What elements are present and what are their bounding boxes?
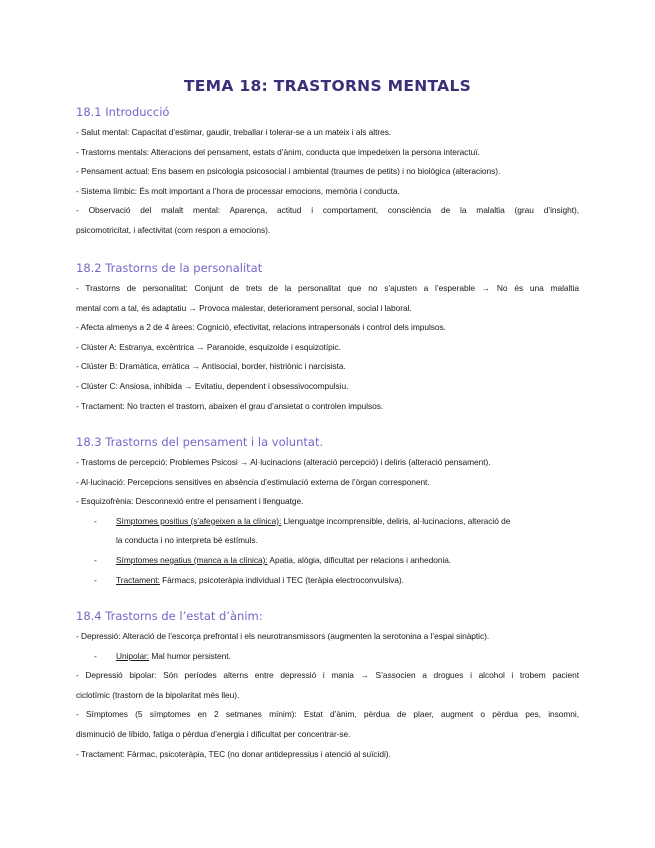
section-heading: 18.4 Trastorns de l’estat d’ànim: <box>76 609 263 623</box>
section-personalitat <box>76 260 579 416</box>
bullet-text <box>116 571 579 591</box>
paragraph-line: - Clúster C: Ansiosa, inhibida → Evitatiu, dependent i obsessivocompulsiu. <box>76 380 349 391</box>
bullet-underlined: Símptomes positius (s’afegeixen a la clínica): <box>116 515 282 526</box>
paragraph-line: mental com a tal, és adaptatiu → Provoca malestar, deteriorament personal, social i laboral. <box>76 302 412 313</box>
bullet-underlined: Símptomes negatius (manca a la clínica): <box>116 554 268 565</box>
paragraph-line: - Salut mental: Capacitat d’estimar, gaudir, treballar i tolerar-se a un mateix i als altres. <box>76 127 392 137</box>
bullet-item <box>76 551 579 571</box>
paragraph-line: - Trastorns mentals: Alteracions del pensament, estats d’ànim, conducta que impedeixen la persona interactuï. <box>76 146 480 157</box>
paragraph-line: - Al·lucinació: Percepcions sensitives en absència d’estimulació externa de l’òrgan corresponent. <box>76 476 430 487</box>
bullet-rest: Apatia, alògia, dificultat per relacions i anhedonia. <box>267 554 452 565</box>
paragraph-line: psicomotricitat, i afectivitat (com respon a emocions). <box>76 224 271 235</box>
page-title: TEMA 18: TRASTORNS MENTALS <box>183 77 472 95</box>
paragraph-line: - Depressió: Alteració de l’escorça prefrontal i els neurotransmissors (augmenten la serotonina a l’espai sinàptic). <box>76 631 490 641</box>
bullet-dash: - <box>94 554 97 565</box>
paragraph-line: - Trastorns de percepció: Problemes Psicosi → Al·lucinacions (alteració percepció) i deliris (alteració pensament). <box>76 457 491 467</box>
bullet-text <box>116 512 579 532</box>
bullet-underlined: Tractament: <box>116 574 160 585</box>
paragraph-line: - Clúster B: Dramàtica, erràtica → Antisocial, border, histriònic i narcisista. <box>76 361 346 372</box>
bullet-rest: Fàrmacs, psicoteràpia individual i TEC (teràpia electroconvulsiva). <box>159 574 404 585</box>
bullet-item <box>76 571 579 591</box>
section-pensament <box>76 434 579 590</box>
paragraph-line: - Sistema límbic: És molt important a l’hora de processar emocions, memòria i conducta. <box>76 185 400 196</box>
paragraph-line: - Pensament actual: Ens basem en psicologia psicosocial i ambiental (traumes de petits) i no biològica (alteracions). <box>76 166 501 177</box>
paragraph-line: - Afecta almenys a 2 de 4 àrees: Cognició, efectivitat, relacions intrapersonals i control dels impulsos. <box>76 322 446 333</box>
paragraph-line: - Observació del malalt mental: Aparença, actitud i comportament, consciència de la malaltia (grau d’insight), <box>76 205 579 216</box>
paragraph-line: - Clúster A: Estranya, excèntrica → Paranoide, esquizoide i esquizotípic. <box>76 341 341 352</box>
bullet-text <box>116 647 579 667</box>
section-estat-anim <box>76 608 579 764</box>
bullet-dash: - <box>94 574 97 585</box>
section-heading: 18.1 Introducció <box>76 105 170 119</box>
paragraph-line: - Símptomes (5 símptomes en 2 setmanes mínim): Estat d’ànim, pèrdua de plaer, augment o pèrdua pes, insomni, <box>76 709 579 720</box>
bullet-dash: - <box>94 650 97 661</box>
bullet-underlined: Unipolar: <box>116 650 150 661</box>
paragraph-line: - Trastorns de personalitat: Conjunt de trets de la personalitat que no s’ajusten a l’esperable → No és una malaltia <box>76 283 579 293</box>
section-heading: 18.3 Trastorns del pensament i la voluntat. <box>76 435 324 449</box>
paragraph-line: - Tractament: Fàrmac, psicoteràpia, TEC (no donar antidepressius i atenció al suïcidi). <box>76 748 391 759</box>
bullet-continuation: la conducta i no interpreta bé estímuls. <box>116 535 258 546</box>
bullet-rest: Mal humor persistent. <box>149 650 231 661</box>
paragraph-line: disminució de líbido, fatiga o pèrdua d’energia i dificultat per concentrar-se. <box>76 728 351 739</box>
bullet-dash: - <box>94 515 97 526</box>
section-heading: 18.2 Trastorns de la personalitat <box>76 261 263 275</box>
paragraph-line: ciclotímic (trastorn de la bipolaritat més lleu). <box>76 689 240 700</box>
paragraph-line: - Tractament: No tracten el trastorn, abaixen el grau d’ansietat o controlen impulsos. <box>76 400 384 411</box>
paragraph-line: - Depressió bipolar: Són períodes alterns entre depressió i mania → S’associen a drogues i alcohol i trobem pacient <box>76 670 579 681</box>
bullet-rest: Llenguatge incomprensible, deliris, al·lucinacions, alteració de <box>281 515 511 526</box>
bullet-text <box>116 551 579 571</box>
bullet-item <box>76 512 579 532</box>
bullet-item <box>76 647 579 667</box>
paragraph-line: - Esquizofrènia: Desconnexió entre el pensament i llenguatge. <box>76 496 304 507</box>
section-introduccio <box>76 104 579 241</box>
